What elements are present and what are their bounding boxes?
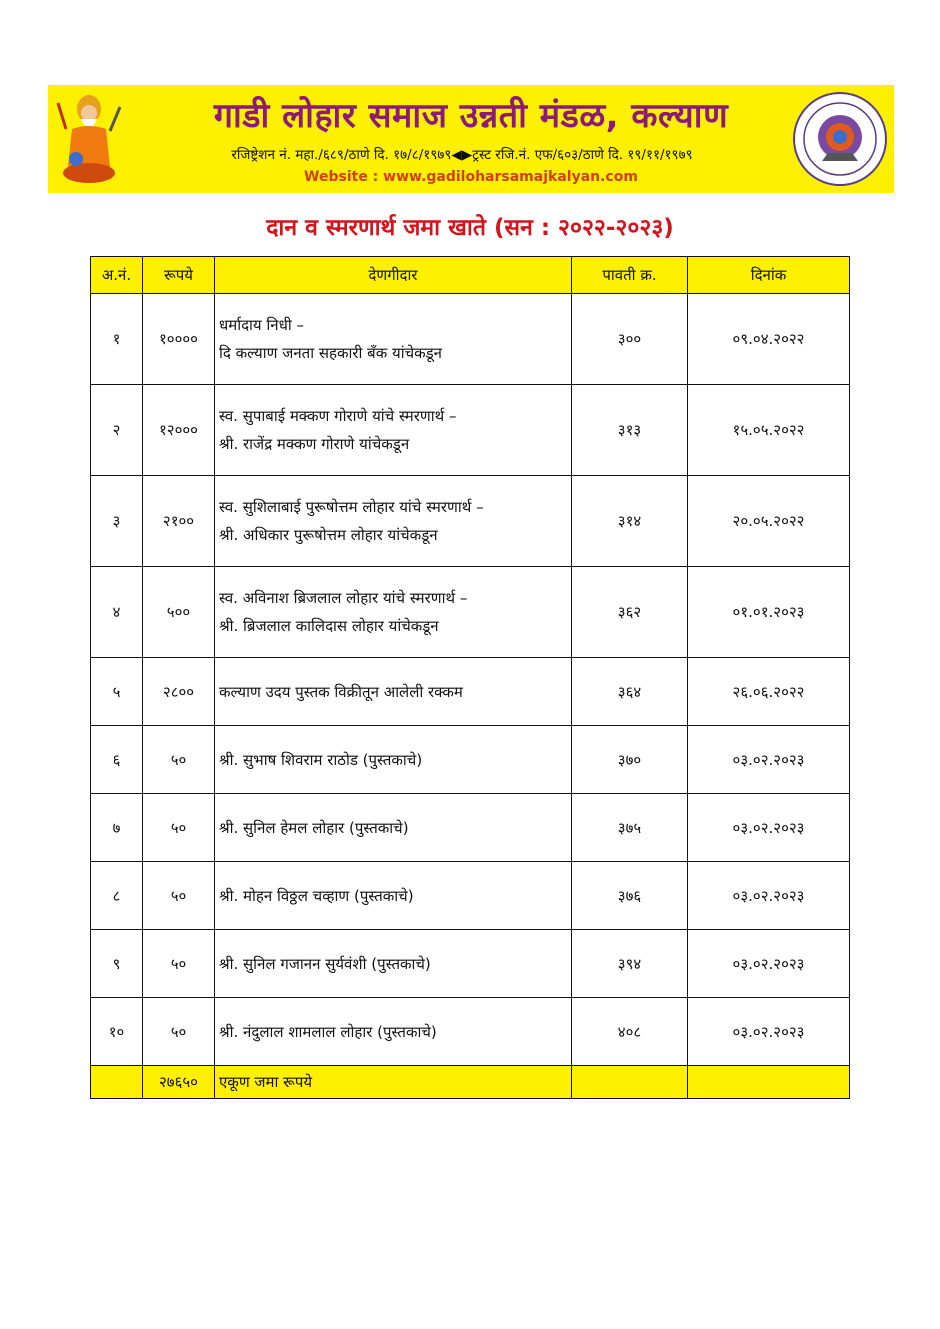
receipt-cell: ३९४ (572, 930, 688, 998)
table-row (91, 794, 850, 862)
website-link[interactable]: Website : www.gadiloharsamajkalyan.com (304, 169, 638, 185)
total-empty-cell (688, 1066, 850, 1099)
total-row (91, 1066, 850, 1099)
receipt-cell: ३१३ (572, 385, 688, 476)
donor-line: स्व. अविनाश ब्रिजलाल लोहार यांचे स्मरणार्थ – (219, 589, 468, 607)
amount-cell: ५० (143, 998, 215, 1066)
receipt-cell: ३७० (572, 726, 688, 794)
donor-cell: श्री. सुभाष शिवराम राठोड (पुस्तकाचे) (215, 726, 572, 794)
serial-cell: ४ (91, 567, 143, 658)
table-row (91, 930, 850, 998)
table-row (91, 998, 850, 1066)
total-amount: २७६५० (143, 1066, 215, 1099)
table-row (91, 862, 850, 930)
amount-cell: ५०० (143, 567, 215, 658)
column-header-amount: रूपये (143, 257, 215, 294)
column-header-receipt: पावती क्र. (572, 257, 688, 294)
serial-cell: ९ (91, 930, 143, 998)
donor-cell (215, 385, 572, 476)
serial-cell: ३ (91, 476, 143, 567)
amount-cell: २८०० (143, 658, 215, 726)
amount-cell: ५० (143, 794, 215, 862)
receipt-cell: ३७६ (572, 862, 688, 930)
table-row (91, 567, 850, 658)
registration-line: रजिष्ट्रेशन नं. महा./६८९/ठाणे दि. १७/८/१९७९◀▶ट्रस्ट रजि.नं. एफ/६०३/ठाणे दि. १९/११/१९७९ (231, 147, 693, 163)
donor-line: स्व. सुपाबाई मक्कण गोराणे यांचे स्मरणार्थ – (219, 407, 457, 425)
donor-cell (215, 567, 572, 658)
table-row (91, 385, 850, 476)
date-cell: ०३.०२.२०२३ (688, 998, 850, 1066)
donor-cell (215, 476, 572, 567)
amount-cell: ५० (143, 930, 215, 998)
receipt-cell: ३७५ (572, 794, 688, 862)
column-header-date: दिनांक (688, 257, 850, 294)
date-cell: ०३.०२.२०२३ (688, 794, 850, 862)
date-cell: ०३.०२.२०२३ (688, 862, 850, 930)
date-cell: ०१.०१.२०२३ (688, 567, 850, 658)
donor-cell: श्री. नंदुलाल शामलाल लोहार (पुस्तकाचे) (215, 998, 572, 1066)
total-empty-cell (572, 1066, 688, 1099)
date-cell: ०३.०२.२०२३ (688, 930, 850, 998)
organization-title: गाडी लोहार समाज उन्नती मंडळ, कल्याण (213, 96, 729, 136)
table-row (91, 476, 850, 567)
table-header-row (91, 257, 850, 294)
date-cell: ०३.०२.२०२३ (688, 726, 850, 794)
total-label: एकूण जमा रूपये (215, 1066, 572, 1099)
serial-cell: १० (91, 998, 143, 1066)
receipt-cell: ३०० (572, 294, 688, 385)
donation-table (90, 256, 850, 1099)
donor-line: दि कल्याण जनता सहकारी बँक यांचेकडून (219, 344, 442, 362)
date-cell: २६.०६.२०२२ (688, 658, 850, 726)
serial-cell: १ (91, 294, 143, 385)
amount-cell: ५० (143, 726, 215, 794)
receipt-cell: ३६४ (572, 658, 688, 726)
amount-cell: १०००० (143, 294, 215, 385)
receipt-cell: ३१४ (572, 476, 688, 567)
receipt-cell: ४०८ (572, 998, 688, 1066)
date-cell: ०९.०४.२०२२ (688, 294, 850, 385)
serial-cell: ५ (91, 658, 143, 726)
amount-cell: २१०० (143, 476, 215, 567)
table-row (91, 294, 850, 385)
donor-line: श्री. अधिकार पुरूषोत्तम लोहार यांचेकडून (219, 526, 438, 544)
amount-cell: १२००० (143, 385, 215, 476)
column-header-serial: अ.नं. (91, 257, 143, 294)
date-cell: १५.०५.२०२२ (688, 385, 850, 476)
table-row (91, 658, 850, 726)
receipt-cell: ३६२ (572, 567, 688, 658)
donor-line: धर्मादाय निधी – (219, 316, 304, 334)
serial-cell: २ (91, 385, 143, 476)
donor-line: श्री. ब्रिजलाल कालिदास लोहार यांचेकडून (219, 617, 439, 635)
column-header-donor: देणगीदार (215, 257, 572, 294)
header-banner (48, 85, 894, 193)
donor-cell: श्री. सुनिल हेमल लोहार (पुस्तकाचे) (215, 794, 572, 862)
donor-cell: कल्याण उदय पुस्तक विक्रीतून आलेली रक्कम (215, 658, 572, 726)
donor-line: स्व. सुशिलाबाई पुरूषोत्तम लोहार यांचे स्मरणार्थ – (219, 498, 484, 516)
date-cell: २०.०५.२०२२ (688, 476, 850, 567)
serial-cell: ८ (91, 862, 143, 930)
serial-cell: ६ (91, 726, 143, 794)
donor-cell: श्री. मोहन विठ्ठल चव्हाण (पुस्तकाचे) (215, 862, 572, 930)
serial-cell: ७ (91, 794, 143, 862)
total-empty-cell (91, 1066, 143, 1099)
donor-cell (215, 294, 572, 385)
amount-cell: ५० (143, 862, 215, 930)
organization-seal-icon (792, 91, 888, 187)
donor-line: श्री. राजेंद्र मक्कण गोराणे यांचेकडून (219, 435, 410, 453)
document-title: दान व स्मरणार्थ जमा खाते (सन : २०२२-२०२३) (266, 215, 674, 241)
donor-cell: श्री. सुनिल गजानन सुर्यवंशी (पुस्तकाचे) (215, 930, 572, 998)
table-row (91, 726, 850, 794)
